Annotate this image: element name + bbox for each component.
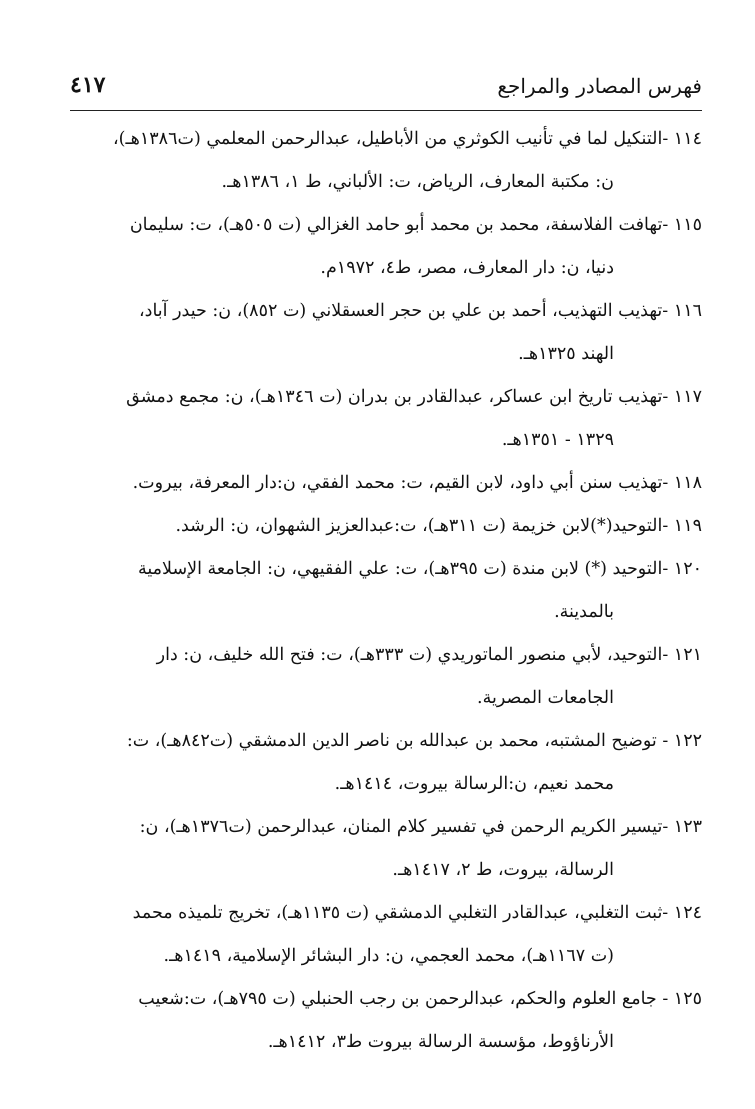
entry-line: ١٢٢ - توضيح المشتبه، محمد بن عبدالله بن ناصر الدين الدمشقي (ت٨٤٢هـ)، ت: <box>126 731 702 751</box>
entry-continuation: محمد نعيم، ن:الرسالة بيروت، ١٤١٤هـ. <box>334 774 614 794</box>
bibliography-entry-116 <box>70 290 702 376</box>
entry-continuation: الرسالة، بيروت، ط ٢، ١٤١٧هـ. <box>392 860 614 880</box>
bibliography-list <box>70 118 702 1064</box>
entry-line: ١٢٤ -ثبت التغلبي، عبدالقادر التغلبي الدمشقي (ت ١١٣٥هـ)، تخريج تلميذه محمد <box>132 903 702 923</box>
bibliography-entry-122 <box>70 720 702 806</box>
bibliography-entry-121 <box>70 634 702 720</box>
entry-continuation: ١٣٢٩ - ١٣٥١هـ. <box>501 430 614 450</box>
entry-continuation: الهند ١٣٢٥هـ. <box>518 344 614 364</box>
entry-line: ١١٦ -تهذيب التهذيب، أحمد بن علي بن حجر العسقلاني (ت ٨٥٢)، ن: حيدر آباد، <box>139 301 702 321</box>
entry-line: ١٢١ -التوحيد، لأبي منصور الماتوريدي (ت ٣٣٣هـ)، ت: فتح الله خليف، ن: دار <box>156 645 702 665</box>
entry-line: ١١٧ -تهذيب تاريخ ابن عساكر، عبدالقادر بن بدران (ت ١٣٤٦هـ)، ن: مجمع دمشق <box>126 387 702 407</box>
entry-line: ١١٤ -التنكيل لما في تأنيب الكوثري من الأباطيل، عبدالرحمن المعلمي (ت١٣٨٦هـ)، <box>113 129 702 149</box>
entry-continuation: دنيا، ن: دار المعارف، مصر، ط٤، ١٩٧٢م. <box>320 258 614 278</box>
entry-line: ١٢٠ -التوحيد (*) لابن مندة (ت ٣٩٥هـ)، ت: علي الفقيهي، ن: الجامعة الإسلامية <box>137 559 702 579</box>
header-divider <box>70 110 702 111</box>
bibliography-entry-115 <box>70 204 702 290</box>
entry-continuation: (ت ١١٦٧هـ)، محمد العجمي، ن: دار البشائر الإسلامية، ١٤١٩هـ. <box>163 946 614 966</box>
bibliography-entry-120 <box>70 548 702 634</box>
bibliography-entry-114 <box>70 118 702 204</box>
bibliography-entry-117 <box>70 376 702 462</box>
entry-continuation: الجامعات المصرية. <box>477 688 614 708</box>
bibliography-entry-118 <box>70 462 702 505</box>
entry-line: ١٢٥ - جامع العلوم والحكم، عبدالرحمن بن رجب الحنبلي (ت ٧٩٥هـ)، ت:شعيب <box>138 989 702 1009</box>
running-title: فهرس المصادر والمراجع <box>497 74 702 98</box>
entry-line: ١٢٣ -تيسير الكريم الرحمن في تفسير كلام المنان، عبدالرحمن (ت١٣٧٦هـ)، ن: <box>139 817 702 837</box>
entry-continuation: بالمدينة. <box>554 602 614 622</box>
entry-line: ١١٨ -تهذيب سنن أبي داود، لابن القيم، ت: محمد الفقي، ن:دار المعرفة، بيروت. <box>132 473 702 493</box>
bibliography-entry-124 <box>70 892 702 978</box>
bibliography-entry-123 <box>70 806 702 892</box>
page-number: ٤١٧ <box>70 72 106 98</box>
page-header <box>70 68 702 108</box>
bibliography-entry-125 <box>70 978 702 1064</box>
entry-continuation: الأرناؤوط، مؤسسة الرسالة بيروت ط٣، ١٤١٢هـ. <box>267 1032 614 1052</box>
entry-line: ١١٥ -تهافت الفلاسفة، محمد بن محمد أبو حامد الغزالي (ت ٥٠٥هـ)، ت: سليمان <box>129 215 702 235</box>
entry-line: ١١٩ -التوحيد(*)لابن خزيمة (ت ٣١١هـ)، ت:عبدالعزيز الشهوان، ن: الرشد. <box>175 516 702 536</box>
bibliography-entry-119 <box>70 505 702 548</box>
entry-continuation: ن: مكتبة المعارف، الرياض، ت: الألباني، ط ١، ١٣٨٦هـ. <box>221 172 614 192</box>
